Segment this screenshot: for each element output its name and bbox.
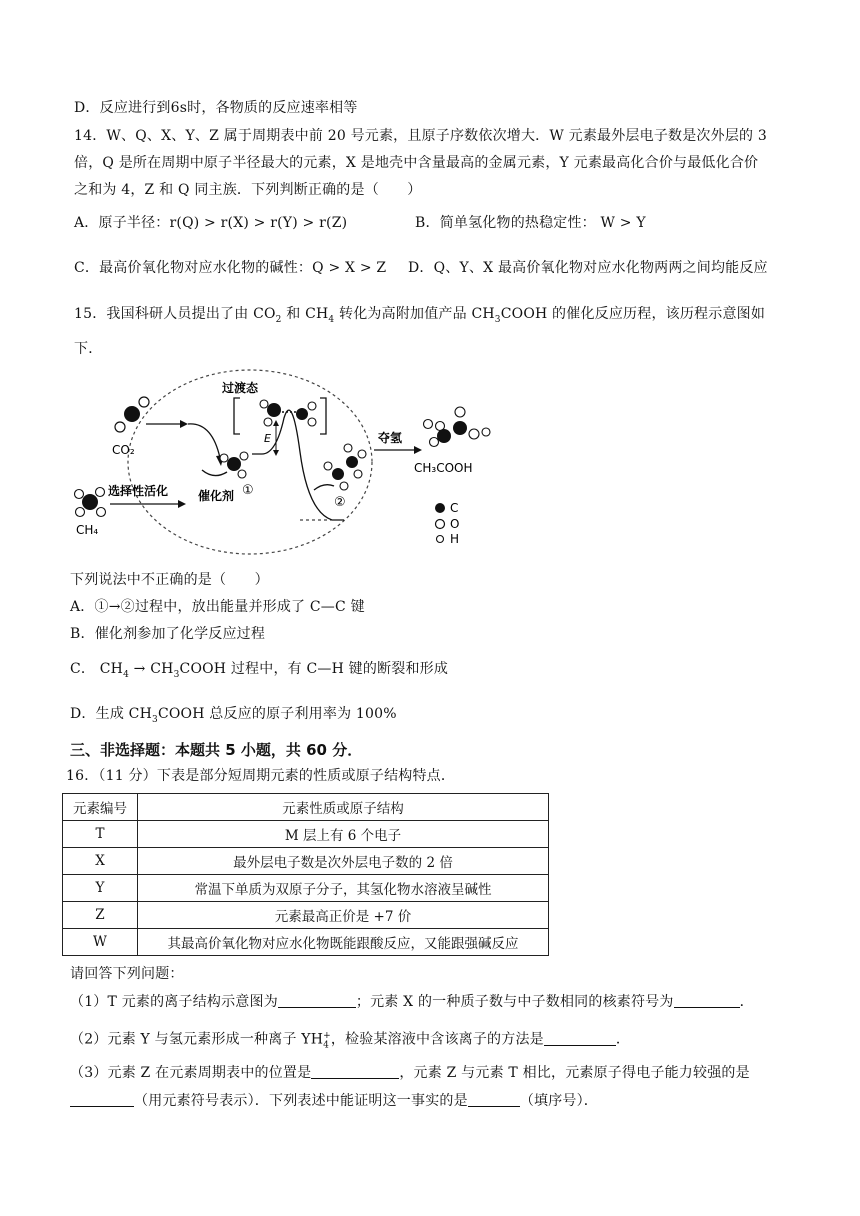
q15-option-a: A．①→②过程中，放出能量并形成了 C—C 键 (70, 599, 365, 615)
co2-to-catalyst-arrow (188, 424, 220, 458)
reaction-mechanism-diagram (62, 362, 502, 562)
element-property-cell: 其最高价氧化物对应水化物既能跟酸反应，又能跟强碱反应 (138, 929, 549, 956)
element-property-cell: 常温下单质为双原子分子，其氢化物水溶液呈碱性 (138, 875, 549, 902)
ch4-molecule (75, 488, 106, 517)
answer-blank[interactable] (468, 1092, 520, 1107)
q16-intro: 16．（11 分）下表是部分短周期元素的性质或原子结构特点． (66, 768, 456, 784)
q14-stem-line2: 倍，Q 是所在周期中原子半径最大的元素，X 是地壳中含量最高的金属元素，Y 元素最高化合价与最低化合价 (74, 155, 759, 171)
q15-option-c: C． $CH_4$ → $CH_3COOH$ 过程中，有 C—H 键的断裂和形成 (70, 661, 449, 680)
answer-blank[interactable] (674, 993, 740, 1008)
atom-legend (435, 503, 445, 543)
element-property-cell: M 层上有 6 个电子 (138, 821, 549, 848)
ch3cooh-molecule (424, 407, 491, 447)
transition-state-bracket (234, 398, 326, 434)
q14-option-d: D．Q、Y、X 最高价氧化物对应水化物两两之间均能反应 (408, 260, 768, 276)
section-heading: 三、非选择题：本题共 5 小题，共 60 分． (70, 741, 363, 759)
q15-option-d: D．生成 $CH_3COOH$ 总反应的原子利用率为 100% (70, 706, 397, 725)
q15-stem-line2: 下． (74, 341, 103, 357)
q14-option-a: A．原子半径：r(Q) > r(X) > r(Y) > r(Z) (74, 215, 348, 231)
element-properties-table (62, 793, 549, 956)
step2-label: ② (334, 495, 346, 510)
transition-state-label: 过渡态 (222, 381, 259, 395)
table-row (63, 875, 549, 902)
q14-stem-line1: 14．W、Q、X、Y、Z 属于周期表中前 20 号元素，且原子序数依次增大．W 元素最外层电子数是次外层的 3 (74, 128, 767, 144)
reaction-region-circle (128, 370, 372, 554)
q14-option-c: C．最高价氧化物对应水化物的碱性：Q > X > Z (74, 260, 387, 276)
q16-part1: （1）T 元素的离子结构示意图为 ；元素 X 的一种质子数与中子数相同的核素符号为 ． (70, 994, 754, 1010)
legend-carbon: C (450, 501, 459, 515)
element-id-cell: T (63, 821, 138, 848)
intermediate-2 (314, 444, 366, 490)
answer-blank[interactable] (278, 993, 356, 1008)
q14-option-b: B．简单氢化物的热稳定性： W > Y (415, 215, 646, 231)
table-row (63, 821, 549, 848)
element-id-cell: X (63, 848, 138, 875)
selective-activation-label: 选择性活化 (108, 484, 169, 498)
q16-part2: （2）元素 Y 与氢元素形成一种离子 $YH_4^+$，检验某溶液中含该离子的方法是 ． (70, 1031, 631, 1051)
ch3cooh-label: CH₃COOH (414, 461, 473, 475)
element-id-cell: Y (63, 875, 138, 902)
table-header-cell: 元素性质或原子结构 (138, 794, 549, 821)
q13-option-d: D．反应进行到6s时，各物质的反应速率相等 (74, 100, 358, 116)
q15-question: 下列说法中不正确的是（ ） (70, 572, 269, 588)
intermediate-1 (202, 452, 248, 478)
catalyst-label: 催化剂 (198, 489, 235, 503)
element-id-cell: W (63, 929, 138, 956)
element-property-cell: 元素最高正价是 +7 价 (138, 902, 549, 929)
element-id-cell: Z (63, 902, 138, 929)
table-row (63, 929, 549, 956)
co2-molecule (115, 397, 149, 432)
legend-oxygen: O (450, 517, 460, 531)
element-property-cell: 最外层电子数是次外层电子数的 2 倍 (138, 848, 549, 875)
q15-option-b: B．催化剂参加了化学反应过程 (70, 626, 266, 642)
table-row (63, 848, 549, 875)
activation-energy-label: E (264, 432, 271, 445)
dehydrogenation-label: 夺氢 (378, 431, 403, 445)
step1-label: ① (242, 483, 254, 498)
table-header-cell: 元素编号 (63, 794, 138, 821)
q16-part3-line1: （3）元素 Z 在元素周期表中的位置是 ，元素 Z 与元素 T 相比，元素原子得电子能力较强的是 (70, 1065, 750, 1081)
answer-blank[interactable] (544, 1031, 616, 1046)
co2-label: CO₂ (112, 443, 135, 457)
legend-hydrogen: H (450, 532, 460, 546)
ch4-label: CH₄ (76, 523, 99, 537)
answer-blank[interactable] (311, 1064, 399, 1079)
q14-stem-line3: 之和为 4，Z 和 Q 同主族．下列判断正确的是（ ） (74, 182, 422, 198)
q16-prompt: 请回答下列问题： (70, 966, 184, 982)
table-header-row (63, 794, 549, 821)
q15-stem-line1: 15．我国科研人员提出了由 $CO_2$ 和 $CH_4$ 转化为高附加值产品 $CH_3COOH$ 的催化反应历程，该历程示意图如 (74, 306, 766, 325)
table-row (63, 902, 549, 929)
answer-blank[interactable] (70, 1092, 134, 1107)
q16-part3-line2: （用元素符号表示）．下列表述中能证明这一事实的是 （填序号）． (70, 1091, 598, 1111)
